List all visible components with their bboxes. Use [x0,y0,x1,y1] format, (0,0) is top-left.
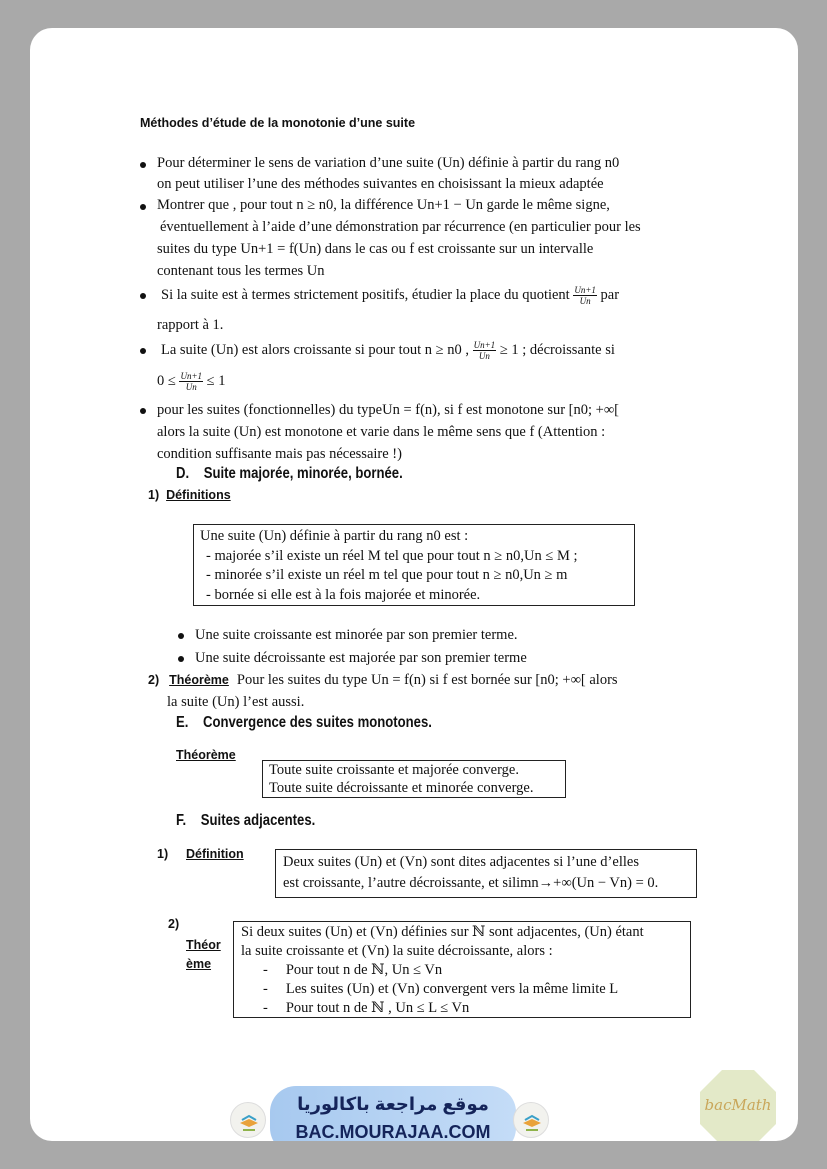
box-list-item [241,999,683,1018]
method-4-line-2 [157,370,226,392]
method-3-line-2: rapport à 1. [157,317,224,333]
method-5-line-1: pour les suites (fonctionnelles) du typeUn = f(n), si f est monotone sur [n0; +∞[ [157,402,620,418]
theorem-line-2: la suite (Un) l’est aussi. [167,694,305,710]
box-line: Une suite (Un) définie à partir du rang n0 est : [200,528,469,544]
bacmath-badge [698,1068,778,1141]
method-4-line-1 [161,339,615,361]
section-f-sub2-number: 2) [168,917,180,931]
fraction-denominator: Un [185,382,197,393]
footer-logo-right [513,1102,549,1138]
fraction-denominator: Un [478,351,490,362]
box-line: Toute suite décroissante et minorée converge. [269,780,534,796]
method-2-line-2: éventuellement à l’aide d’une démonstration par récurrence (en particulier pour les [160,219,641,235]
section-d-sub2 [148,669,618,691]
section-title: Convergence des suites monotones. [202,714,432,731]
method-3-text: Si la suite est à termes strictement positifs, étudier la place du quotient [161,287,570,303]
item-text: Pour tout n de ℕ , Un ≤ L ≤ Vn [285,1000,470,1016]
definition-box [275,849,697,898]
item-text: Pour tout n de ℕ, Un ≤ Vn [285,962,443,978]
section-f-sub2-title-b: ème [186,957,212,971]
box-line: - majorée s’il existe un réel M tel que pour tout n ≥ n0,Un ≤ M ; [206,547,578,564]
bullet-dot [178,633,184,639]
box-line: - bornée si elle est à la fois majorée et minorée. [206,586,481,603]
method-4-text: La suite (Un) est alors croissante si pour tout n ≥ n0 , [161,342,469,358]
method-3-line-1 [161,284,619,306]
method-1-line-1: Pour déterminer le sens de variation d’une suite (Un) définie à partir du rang n0 [157,155,620,171]
fraction-numerator: Un+1 [180,371,203,382]
theorem-line: Pour les suites du type Un = f(n) si f est bornée sur [n0; +∞[ alors [236,672,618,688]
method-5-line-3: condition suffisante mais pas nécessaire !) [157,446,402,462]
adjacent-theorem-box [233,921,691,1018]
inequality-left: 0 ≤ [157,373,176,389]
box-line: la suite croissante et (Vn) la suite décroissante, alors : [241,943,553,959]
book-icon [231,1103,267,1139]
quotient-fraction [473,340,497,361]
method-1-line-2: on peut utiliser l’une des méthodes suivantes en choisissant la mieux adaptée [157,176,604,192]
bullet-dot [140,348,146,354]
sub-title: Définitions [166,488,231,502]
dash: - [263,962,268,978]
section-d-sub1 [148,488,231,502]
box-line: - minorée s’il existe un réel m tel que pour tout n ≥ n0,Un ≥ m [206,567,568,583]
section-f-sub2-title-a: Théor [186,938,221,952]
quotient-fraction [573,285,597,306]
fraction-numerator: Un+1 [473,340,496,351]
bullet-dot [140,204,146,210]
section-f-sub1-title: Définition [186,847,244,861]
footer-logo-left [230,1102,266,1138]
bullet-dot [178,656,184,662]
section-letter: F. [176,812,187,829]
note-2: Une suite décroissante est majorée par son premier terme [195,650,527,666]
bullet-dot [140,293,146,299]
document-page [30,28,798,1141]
method-2-line-1: Montrer que , pour tout n ≥ n0, la différence Un+1 − Un garde le même signe, [157,197,610,213]
section-f-sub1-number: 1) [157,847,169,861]
note-1: Une suite croissante est minorée par son premier terme. [195,627,518,643]
definitions-box [193,524,635,606]
sub-number: 1) [148,488,160,502]
sub-title: Théorème [169,673,229,687]
method-3-suffix: par [600,287,620,303]
method-2-line-3: suites du type Un+1 = f(Un) dans le cas ou f est croissante sur un intervalle [157,241,594,257]
sub-number: 2) [148,673,160,687]
section-title: Suite majorée, minorée, bornée. [203,465,403,482]
item-text: Les suites (Un) et (Vn) convergent vers la même limite L [285,981,619,997]
page-title: Méthodes d’étude de la monotonie d’une suite [140,116,416,130]
fraction-numerator: Un+1 [574,285,596,296]
inequality-right: ≤ 1 [206,373,226,389]
box-list-item [241,980,683,999]
section-d-heading [176,465,403,483]
section-f-heading [176,812,315,830]
fraction-denominator: Un [579,296,591,307]
box-line: Si deux suites (Un) et (Vn) définies sur ℕ sont adjacentes, (Un) étant [241,924,644,940]
book-icon [514,1103,550,1139]
dash: - [263,981,268,997]
section-letter: E. [176,714,189,731]
section-e-label: Théorème [176,748,236,762]
box-line: Toute suite croissante et majorée converge. [269,762,519,778]
method-2-line-4: contenant tous les termes Un [157,263,325,279]
box-line: est croissante, l’autre décroissante, et silimn→+∞(Un − Vn) = 0. [283,875,659,891]
section-title: Suites adjacentes. [200,812,316,829]
site-name-arabic: موقع مراجعة باكالوريا [297,1094,489,1114]
site-banner[interactable] [270,1086,516,1141]
dash: - [263,1000,268,1016]
box-line: Deux suites (Un) et (Vn) sont dites adjacentes si l’une d’elles [283,854,639,870]
section-e-heading [176,714,432,732]
method-4-suffix: ≥ 1 ; décroissante si [499,342,615,358]
bullet-dot [140,408,146,414]
convergence-box [262,760,566,798]
section-letter: D. [176,465,190,482]
badge-text: bacMath [704,1096,772,1114]
method-5-line-2: alors la suite (Un) est monotone et varie dans le même sens que f (Attention : [157,424,606,440]
site-url[interactable]: BAC.MOURAJAA.COM [295,1122,491,1141]
box-list-item [241,961,683,980]
bullet-dot [140,162,146,168]
quotient-fraction [179,371,203,392]
